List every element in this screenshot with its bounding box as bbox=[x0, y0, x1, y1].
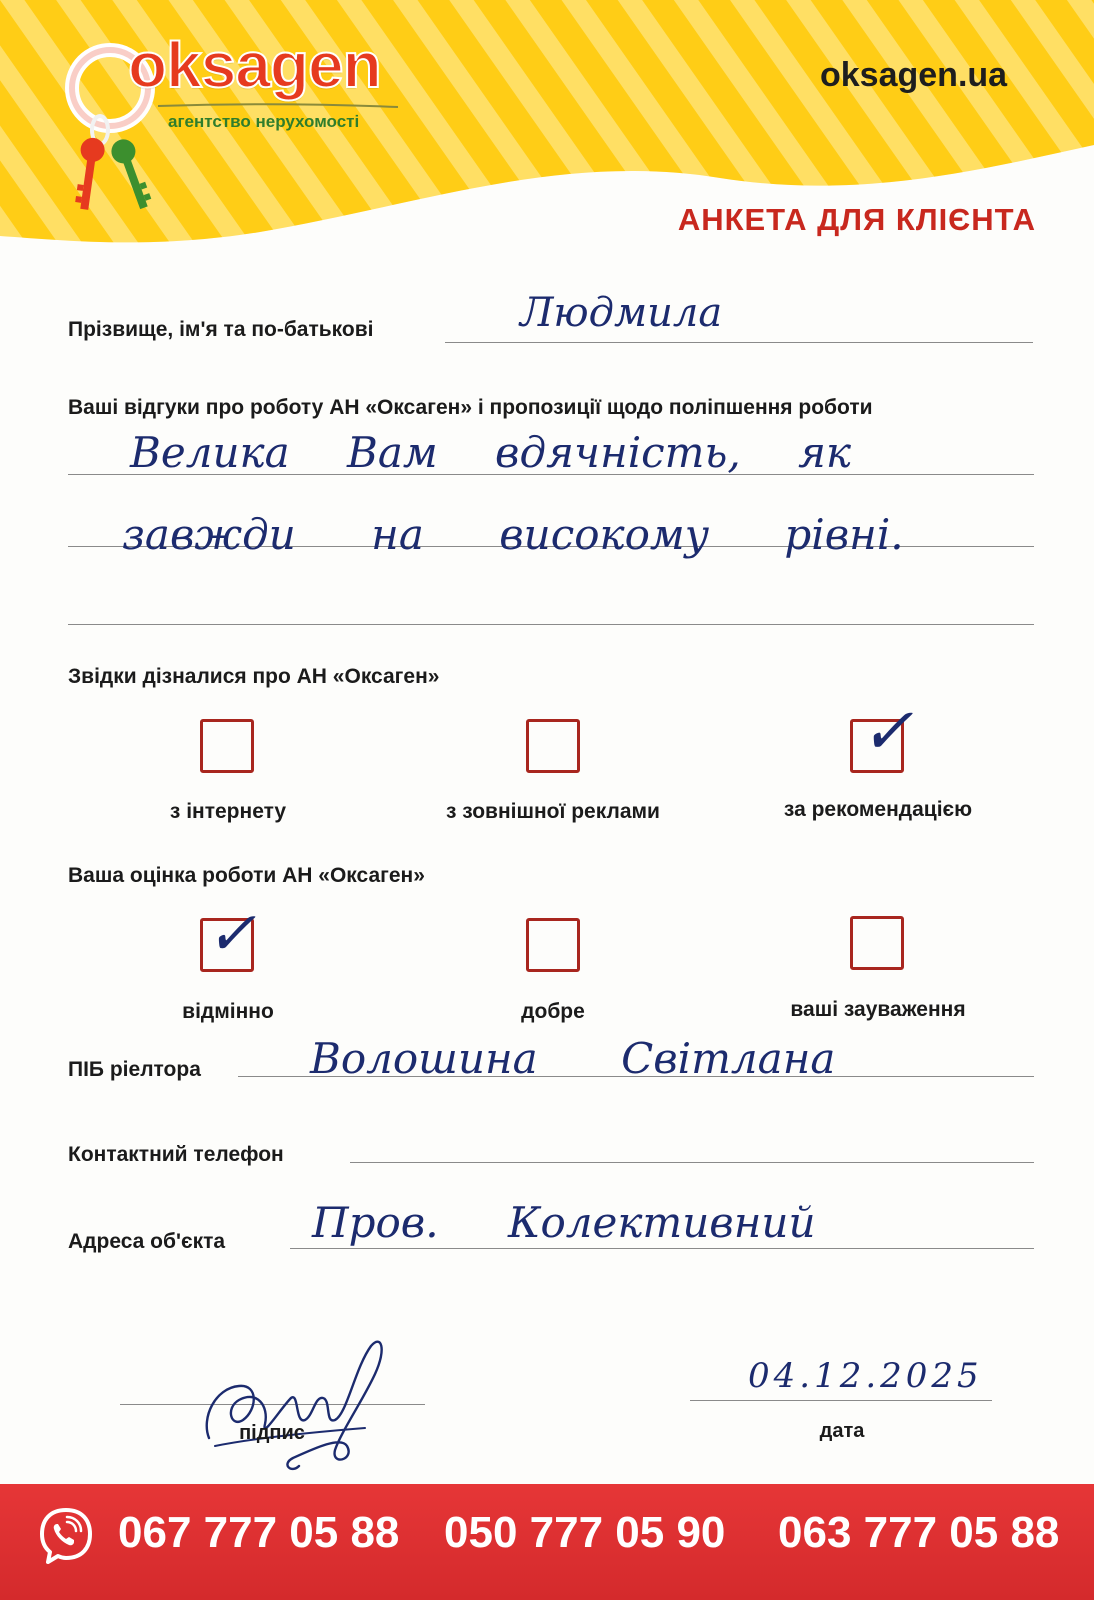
footer-phone-2[interactable]: 050 777 05 90 bbox=[444, 1508, 726, 1557]
source-recommendation-check-icon: ✓ bbox=[860, 695, 914, 769]
address-value[interactable]: Пров. Колективний bbox=[312, 1198, 816, 1247]
address-label: Адреса об'єкта bbox=[68, 1230, 226, 1253]
full-name-line bbox=[445, 342, 1033, 343]
full-name-label: Прізвище, ім'я та по-батькові bbox=[68, 318, 374, 341]
realtor-value[interactable]: Волошина Світлана bbox=[310, 1034, 836, 1083]
full-name-value[interactable]: Людмила bbox=[520, 290, 723, 336]
contact-phone-line bbox=[350, 1162, 1034, 1163]
source-label: Звідки дізналися про АН «Оксаген» bbox=[68, 665, 440, 688]
brand-tagline: агентство нерухомості bbox=[168, 112, 360, 131]
rating-label: Ваша оцінка роботи АН «Оксаген» bbox=[68, 864, 425, 887]
source-recommendation-label: за рекомендацією bbox=[783, 798, 973, 821]
rating-excellent-check-icon: ✓ bbox=[206, 899, 257, 969]
website-url[interactable]: oksagen.ua bbox=[820, 56, 1008, 94]
logo-underline bbox=[158, 102, 398, 110]
date-value[interactable]: 04.12.2025 bbox=[748, 1356, 983, 1396]
form-title: АНКЕТА ДЛЯ КЛІЄНТА bbox=[677, 202, 1036, 237]
brand-logo-text: oksagen bbox=[128, 29, 381, 101]
contact-phone-label: Контактний телефон bbox=[68, 1143, 284, 1166]
rating-remarks-label: ваші зауваження bbox=[790, 998, 966, 1021]
rating-good-label: добре bbox=[521, 1000, 585, 1023]
feedback-label: Ваші відгуки про роботу АН «Оксаген» і пропозиції щодо поліпшення роботи bbox=[68, 396, 873, 419]
feedback-text-line-2[interactable]: завжди на високому рівні. bbox=[122, 510, 904, 559]
signature-label: підпис bbox=[239, 1422, 305, 1444]
source-internet-label: з інтернету bbox=[169, 800, 287, 823]
source-outdoor-ads-checkbox[interactable] bbox=[526, 719, 580, 773]
source-internet-checkbox[interactable] bbox=[200, 719, 254, 773]
viber-phone-icon bbox=[36, 1506, 96, 1566]
footer-phone-1[interactable]: 067 777 05 88 bbox=[118, 1508, 400, 1557]
rating-remarks-checkbox[interactable] bbox=[850, 916, 904, 970]
footer-bar bbox=[0, 1484, 1094, 1600]
rating-good-checkbox[interactable] bbox=[526, 918, 580, 972]
rating-excellent-label: відмінно bbox=[182, 1000, 274, 1023]
footer-phone-3[interactable]: 063 777 05 88 bbox=[778, 1508, 1060, 1557]
handwritten-signature bbox=[195, 1328, 395, 1478]
feedback-text-line-1[interactable]: Велика Вам вдячність, як bbox=[130, 428, 851, 477]
date-label: дата bbox=[819, 1420, 865, 1442]
feedback-line-3 bbox=[68, 624, 1034, 625]
realtor-label: ПІБ ріелтора bbox=[68, 1058, 201, 1081]
source-outdoor-ads-label: з зовнішної реклами bbox=[446, 800, 660, 823]
address-line bbox=[290, 1248, 1034, 1249]
date-line bbox=[690, 1400, 992, 1401]
